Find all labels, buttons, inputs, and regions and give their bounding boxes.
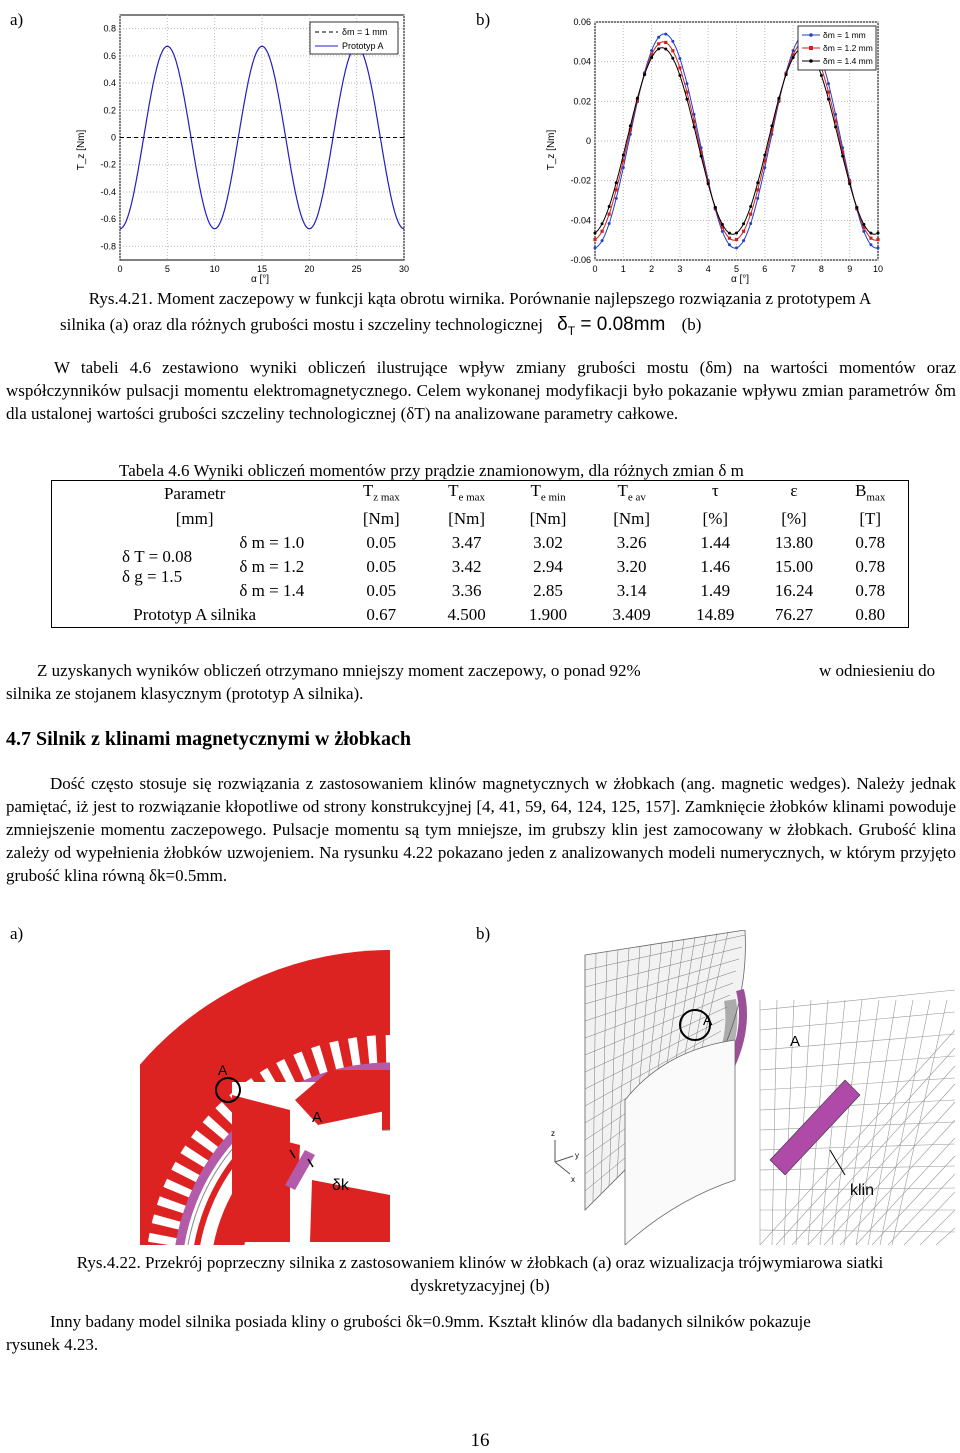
table-cell: 3.14	[616, 581, 647, 601]
table-cell: 0.05	[366, 581, 397, 601]
table-cell: 0.67	[337, 603, 425, 628]
chart-b-marker	[728, 243, 731, 246]
chart-b-xtick: 6	[762, 264, 768, 274]
paragraph-1: W tabeli 4.6 zestawiono wyniki obliczeń ilustrujące wpływ zmiany grubości mostu (δm) na wartości momentów oraz współczynników pulsacji momentu elektromagnetycznego. Celem wykonanej modyfikacji było pokazanie wpływu zmian parametrów δm dla ustalonej wartości grubości szczeliny technologicznej (δT) na analizowane parametry całkowe.	[6, 358, 956, 423]
table-cell: 0.78	[832, 579, 908, 603]
fig21-label-a: a)	[10, 10, 24, 29]
chart-a-xtick: 10	[209, 264, 220, 274]
table-cell: 76.27	[755, 603, 832, 628]
chart-b-xtick: 4	[705, 264, 711, 274]
table-proto-label: Prototyp A silnika	[52, 603, 338, 628]
table-cell: 3.20	[616, 557, 647, 577]
chart-b-marker	[693, 125, 696, 128]
chart-b-marker	[593, 238, 596, 241]
paragraph-2-start: Z uzyskanych wyników obliczeń otrzymano mniejszy moment zaczepowy, o ponad 92%	[37, 661, 641, 680]
chart-b-legend-2: δm = 1.2 mm	[823, 43, 873, 53]
fig21-label-b: b)	[476, 10, 491, 29]
fig21-caption-formula	[557, 314, 666, 338]
chart-b-marker	[643, 73, 646, 76]
chart-b-marker	[728, 232, 731, 235]
chart-b-xtick: 10	[872, 264, 884, 274]
mesh-3d	[545, 930, 955, 1245]
table-cell: 15.00	[774, 557, 814, 577]
fig22-caption-line2: dyskretyzacyjnej (b)	[410, 1276, 550, 1295]
table-unit-5: [%]	[702, 509, 729, 529]
chart-b-marker	[841, 155, 844, 158]
table-cell: 3.409	[588, 603, 675, 628]
table-cell: 1.44	[700, 533, 731, 553]
chart-b-marker	[615, 181, 618, 184]
table-cell: 0.80	[832, 603, 908, 628]
chart-b-xtick: 3	[677, 264, 683, 274]
chart-b-xtick: 1	[620, 264, 626, 274]
chart-b-marker	[834, 125, 837, 128]
chart-b-marker	[671, 57, 674, 60]
chart-b-marker	[664, 33, 667, 36]
formula-rest: = 0.08mm	[580, 314, 666, 335]
fig21-caption-line2	[60, 313, 701, 343]
paragraph-3: Dość często stosuje się rozwiązania z zastosowaniem klinów magnetycznych w żłobkach (ang. magnetic wedges). Należy jednak pamiętać, iż jest to rozwiązanie kłopotliwe od strony konstrukcyjnej [4, 41, 59, 64, 124, 125, 157]. Zamknięcie żłobków klinami powoduje zmniejszenie momentu zaczepowego. Pulsacje momentu są tym mniejsze, im grubszy klin jest zamocowany w żłobkach. Grubość klina zależy od wypełnienia żłobków uzwojeniem. Na rysunku 4.22 pokazano jeden z analizowanych modeli numerycznych, w którym przyjęto grubość klina równą δk=0.5mm.	[6, 774, 956, 885]
chart-b-marker	[763, 154, 766, 157]
chart-b-marker	[664, 48, 667, 51]
fig21-caption-end: (b)	[681, 315, 702, 334]
chart-b-marker	[615, 197, 618, 200]
fig21-caption-line1: Rys.4.21. Moment zaczepowy w funkcji kąta obrotu wirnika. Porównanie najlepszego rozwiązania z prototypem A	[88, 289, 872, 308]
chart-b-marker	[594, 231, 597, 234]
table-head-col-7: $B_{max}$	[832, 481, 908, 508]
chart-a-ytick: 0.4	[103, 78, 116, 89]
chart-a-ylabel: T_z [Nm]	[76, 129, 87, 171]
chart-b-marker	[707, 182, 710, 185]
chart-b-marker	[848, 182, 851, 185]
chart-a-xtick: 15	[256, 264, 268, 274]
chart-b-marker	[678, 66, 681, 69]
fig22-b-label-A: A	[703, 1012, 713, 1028]
table-cell: 3.36	[451, 581, 482, 601]
chart-a-xlabel: α [°]	[250, 274, 270, 285]
chart-a-ytick: 0.8	[103, 23, 116, 34]
fig22-label-b: b)	[476, 924, 491, 943]
chart-b-marker	[622, 154, 625, 157]
table-cell: 1.900	[508, 603, 588, 628]
table-cell: 0.05	[366, 557, 397, 577]
table-head-col-1: $T_{z max}$	[337, 481, 425, 508]
table-unit-7: [T]	[832, 507, 908, 531]
chart-a-ytick: 0	[110, 132, 116, 143]
chart-b-marker	[608, 222, 611, 225]
table-cell: 3.02	[533, 533, 563, 553]
chart-b-marker	[601, 239, 604, 242]
table-head-col-5: τ	[675, 481, 755, 508]
chart-b-marker	[756, 181, 759, 184]
chart-b-marker	[629, 124, 632, 127]
chart-b-marker	[855, 206, 858, 209]
table-cell: 3.42	[451, 557, 482, 577]
fig22-a-label-A: A	[218, 1062, 228, 1078]
chart-b-marker	[827, 98, 830, 101]
fig22-a-label-A2: A	[312, 1109, 323, 1126]
chart-b-legend	[798, 26, 876, 70]
chart-a-ytick: -0.6	[100, 214, 116, 225]
chart-b-ytick: -0.04	[570, 215, 591, 226]
formula-sub: T	[567, 323, 576, 338]
page-number: 16	[470, 1430, 490, 1451]
chart-b-ylabel: T_z [Nm]	[546, 129, 557, 171]
chart-b-marker	[827, 82, 830, 85]
chart-b-marker	[756, 197, 759, 200]
motor-cross-section	[140, 950, 390, 1245]
results-table	[51, 480, 909, 628]
chart-b-ytick: 0	[585, 136, 591, 146]
chart-b-marker	[636, 97, 639, 100]
chart-a-ytick: 0.2	[103, 105, 116, 116]
chart-a-xtick: 25	[351, 264, 362, 274]
chart-b	[540, 10, 890, 285]
table-unit-1: [Nm]	[362, 509, 400, 529]
chart-b-marker	[749, 213, 752, 216]
fig22-caption-line1: Rys.4.22. Przekrój poprzeczny silnika z zastosowaniem klinów w żłobkach (a) oraz wizualizacja trójwymiarowa siatki	[76, 1253, 884, 1272]
table-head-col-2: $T_{e max}$	[425, 481, 508, 508]
chart-b-marker	[869, 243, 872, 246]
chart-b-marker	[657, 47, 660, 50]
chart-b-marker	[600, 230, 603, 233]
chart-b-marker	[792, 56, 795, 59]
chart-a-ytick: -0.2	[100, 159, 116, 170]
table-caption: Tabela 4.6 Wyniki obliczeń momentów przy prądzie znamionowym, dla różnych zmian δ m	[119, 461, 744, 480]
chart-b-marker	[742, 239, 745, 242]
chart-b-xtick: 7	[790, 264, 796, 274]
table-unit-4: [Nm]	[613, 509, 651, 529]
chart-a-xtick: 5	[164, 264, 170, 274]
chart-b-ytick: 0.02	[573, 96, 591, 107]
table-row-label: δ m = 1.0	[239, 533, 305, 553]
chart-a	[70, 10, 410, 285]
chart-b-marker	[862, 223, 865, 226]
chart-b-legend-3: δm = 1.4 mm	[823, 56, 873, 66]
table-row-label: δ m = 1.4	[239, 581, 305, 601]
fig22-b-label-klin: klin	[850, 1182, 875, 1199]
chart-b-xtick: 8	[818, 264, 824, 274]
chart-b-xtick: 9	[847, 264, 853, 274]
axis-y: y	[575, 1151, 579, 1160]
chart-b-marker	[749, 205, 752, 208]
chart-a-xtick: 30	[398, 264, 410, 274]
chart-b-marker	[608, 213, 611, 216]
chart-b-marker	[728, 237, 731, 240]
paragraph-2-right: w odniesieniu do	[819, 661, 936, 680]
chart-b-marker	[650, 56, 653, 59]
table-cell: 3.26	[616, 533, 647, 553]
chart-b-marker	[678, 57, 681, 60]
fig21-caption-line2-text: silnika (a) oraz dla różnych grubości mostu i szczeliny technologicznej	[60, 315, 543, 334]
table-cell: 1.46	[700, 557, 731, 577]
table-head-col-4: $T_{e av}$	[588, 481, 675, 508]
table-unit-2: [Nm]	[448, 509, 485, 529]
chart-b-xlabel: α [°]	[730, 274, 750, 285]
table-cell: 2.94	[533, 557, 563, 577]
table-head-col-6: ε	[755, 481, 832, 508]
chart-b-legend-1: δm = 1 mm	[823, 30, 866, 40]
table-head-param-unit: [mm]	[52, 507, 338, 531]
chart-b-marker	[664, 41, 667, 44]
table-cell: 14.89	[675, 603, 755, 628]
chart-b-marker	[735, 246, 738, 249]
chart-b-marker	[714, 206, 717, 209]
table-cell: 4.500	[425, 603, 508, 628]
chart-b-marker	[869, 237, 872, 240]
chart-b-ytick: 0.06	[573, 17, 591, 27]
chart-b-marker	[770, 124, 773, 127]
chart-b-ytick: 0.04	[573, 56, 591, 67]
chart-b-marker	[869, 232, 872, 235]
chart-b-marker	[608, 205, 611, 208]
paragraph-4-line2: rysunek 4.23.	[6, 1335, 99, 1354]
chart-a-legend-2: Prototyp A	[342, 41, 384, 51]
chart-b-marker	[721, 223, 724, 226]
chart-b-marker	[877, 231, 880, 234]
table-cell: 0.78	[832, 531, 908, 555]
table-group-label	[52, 531, 207, 603]
table-row-label: δ m = 1.2	[239, 557, 305, 577]
chart-a-ytick: -0.4	[100, 186, 116, 197]
table-head-col-3: $T_{e min}$	[508, 481, 588, 508]
chart-b-marker	[657, 36, 660, 39]
chart-b-ytick: -0.06	[570, 255, 591, 265]
chart-b-marker	[876, 238, 879, 241]
chart-b-marker	[615, 188, 618, 191]
table-cell: 0.78	[832, 555, 908, 579]
table-cell: 13.80	[774, 533, 814, 553]
chart-b-marker	[735, 231, 738, 234]
fig22-b-label-A2: A	[790, 1033, 801, 1050]
group-label-1: δ T = 0.08	[122, 547, 193, 567]
axis-z: z	[551, 1129, 555, 1138]
chart-b-marker	[777, 97, 780, 100]
detail-inset	[232, 1070, 390, 1242]
table-cell: 3.47	[451, 533, 482, 553]
table-unit-3: [Nm]	[529, 509, 567, 529]
table-cell: 1.49	[700, 581, 731, 601]
chart-b-xtick: 2	[649, 264, 655, 274]
chart-b-marker	[742, 222, 745, 225]
axis-triad	[551, 1129, 579, 1184]
axis-x: x	[571, 1175, 575, 1184]
chart-b-marker	[742, 230, 745, 233]
formula-delta: δ	[557, 314, 568, 335]
paragraph-2-line2: silnika ze stojanem klasycznym (prototyp A silnika).	[6, 684, 364, 703]
fig22-label-a: a)	[10, 924, 24, 943]
chart-b-marker	[749, 222, 752, 225]
section-title: 4.7 Silnik z klinami magnetycznymi w żłobkach	[6, 728, 412, 750]
table-cell: 0.05	[366, 533, 397, 553]
chart-b-marker	[700, 155, 703, 158]
chart-b-marker	[671, 49, 674, 52]
fig22-a-label-dk: δk	[332, 1177, 349, 1194]
chart-b-marker	[735, 238, 738, 241]
chart-b-marker	[685, 98, 688, 101]
chart-a-xtick: 0	[117, 264, 123, 274]
chart-b-xtick: 0	[592, 264, 598, 274]
chart-b-marker	[756, 188, 759, 191]
group-label-2: δ g = 1.5	[122, 567, 183, 587]
chart-b-marker	[685, 82, 688, 85]
table-cell: 16.24	[774, 581, 814, 601]
chart-a-xtick: 20	[304, 264, 315, 274]
chart-b-marker	[820, 74, 823, 77]
table-cell: 2.85	[533, 581, 563, 601]
chart-a-legend	[310, 22, 398, 54]
table-unit-6: [%]	[781, 509, 807, 529]
chart-b-marker	[594, 246, 597, 249]
chart-b-marker	[657, 42, 660, 45]
chart-b-marker	[671, 40, 674, 43]
chart-b-marker	[877, 246, 880, 249]
paragraph-4-line1: Inny badany model silnika posiada kliny o grubości δk=0.9mm. Kształt klinów dla badanych silników pokazuje	[50, 1312, 811, 1331]
chart-a-ytick: -0.8	[100, 241, 116, 252]
chart-b-marker	[785, 73, 788, 76]
chart-b-marker	[678, 74, 681, 77]
chart-b-ytick: -0.02	[570, 175, 591, 186]
chart-b-marker	[601, 222, 604, 225]
chart-b-xtick: 5	[733, 264, 740, 274]
chart-a-ytick: 0.6	[103, 50, 116, 61]
table-head-param: Parametr	[52, 481, 338, 508]
chart-a-legend-1: δm = 1 mm	[342, 27, 388, 37]
